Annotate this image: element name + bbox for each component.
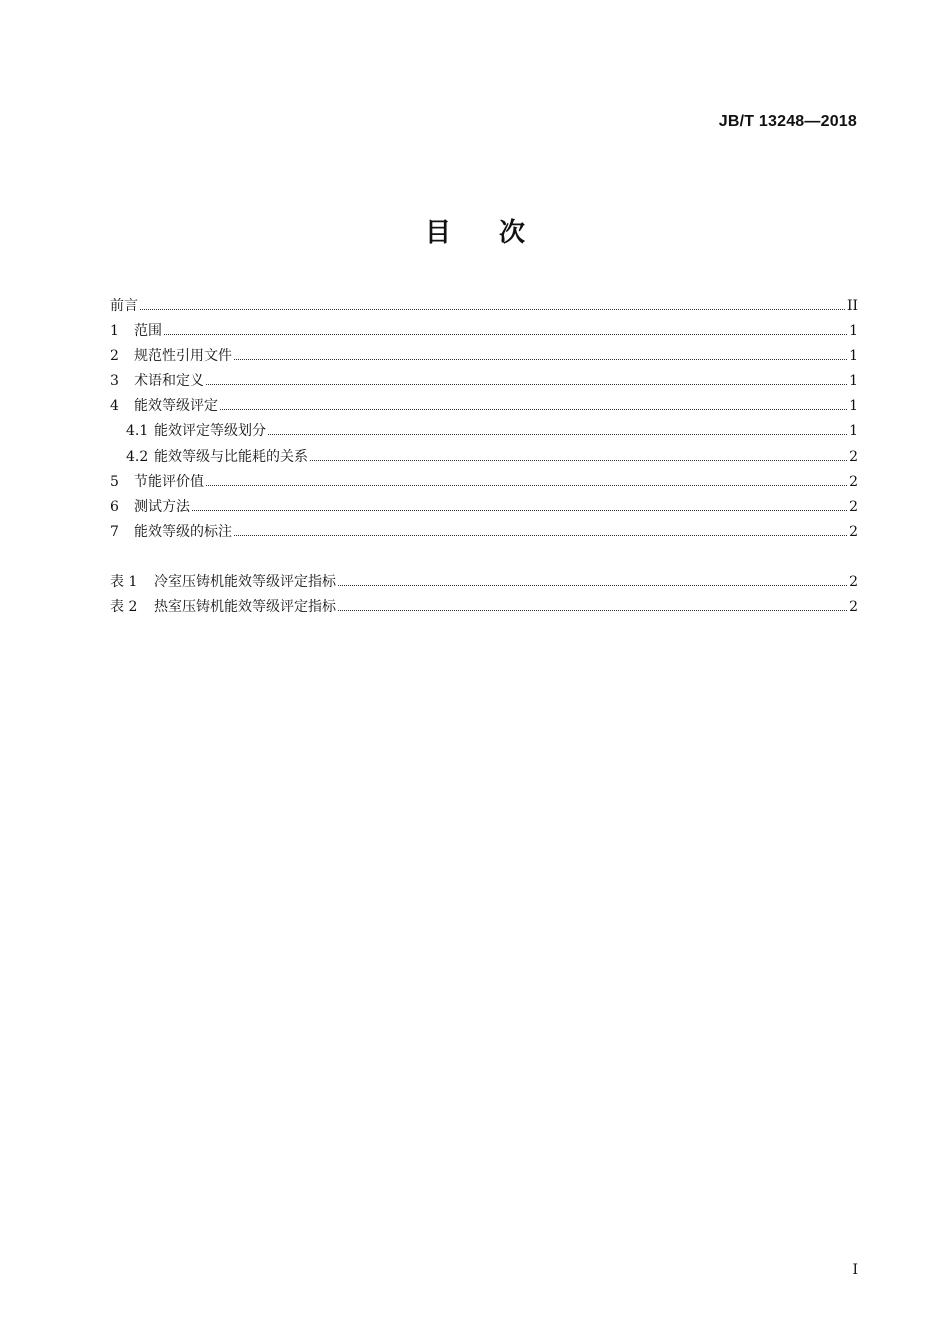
toc-entry-number: 5 — [110, 473, 119, 490]
toc-entry-page: 1 — [849, 373, 858, 390]
dot-leader — [220, 398, 847, 410]
dot-leader — [140, 298, 845, 310]
toc-entry-6[interactable] — [110, 495, 858, 520]
dot-leader — [338, 599, 847, 611]
toc-entry-page: 1 — [849, 323, 858, 340]
toc-entry-page: 1 — [849, 398, 858, 415]
toc-entry-label: 测试方法 — [134, 498, 190, 515]
toc-entry-4[interactable] — [110, 394, 858, 419]
toc-entry-number: 4 — [110, 398, 119, 415]
toc-entry-7[interactable] — [110, 520, 858, 545]
toc-entry-label: 能效等级评定 — [134, 398, 218, 415]
table-of-contents — [110, 294, 858, 620]
toc-entry-4-2[interactable] — [110, 445, 858, 470]
toc-entry-page: 2 — [849, 498, 858, 515]
toc-entry-label: 范围 — [134, 323, 162, 340]
toc-entry-label: 规范性引用文件 — [134, 348, 232, 365]
dot-leader — [206, 373, 847, 385]
toc-entry-page: 1 — [849, 348, 858, 365]
toc-entry-label: 能效等级与比能耗的关系 — [154, 448, 308, 465]
toc-entry-number: 4.1 — [126, 423, 149, 440]
toc-table-page: 2 — [849, 599, 858, 616]
dot-leader — [206, 474, 847, 486]
toc-entry-5[interactable] — [110, 470, 858, 495]
toc-entry-number: 4.2 — [126, 448, 149, 465]
dot-leader — [338, 574, 847, 586]
toc-entry-label: 术语和定义 — [134, 373, 204, 390]
toc-table-label: 冷室压铸机能效等级评定指标 — [154, 573, 336, 590]
toc-entry-label: 前言 — [110, 298, 138, 314]
toc-entry-label: 能效等级的标注 — [134, 523, 232, 540]
toc-section-gap — [110, 545, 858, 570]
toc-table-page: 2 — [849, 573, 858, 590]
toc-entry-label: 能效评定等级划分 — [154, 423, 266, 440]
toc-entry-4-1[interactable] — [110, 419, 858, 444]
page-number: I — [852, 1262, 858, 1278]
toc-entry-1[interactable] — [110, 319, 858, 344]
toc-entry-2[interactable] — [110, 344, 858, 369]
standard-code: JB/T 13248—2018 — [718, 113, 857, 130]
dot-leader — [164, 323, 847, 335]
dot-leader — [234, 348, 847, 360]
page-title: 目次 — [424, 218, 573, 248]
toc-table-number: 表 2 — [110, 599, 138, 616]
toc-table-label: 热室压铸机能效等级评定指标 — [154, 599, 336, 616]
toc-entry-3[interactable] — [110, 369, 858, 394]
toc-entry-number: 3 — [110, 373, 119, 390]
toc-table-2[interactable] — [110, 595, 858, 620]
toc-entry-label: 节能评价值 — [134, 473, 204, 490]
toc-entry-page: II — [846, 298, 858, 314]
toc-entry-foreword[interactable] — [110, 294, 858, 319]
toc-entry-page: 1 — [849, 423, 858, 440]
toc-table-1[interactable] — [110, 570, 858, 595]
toc-entry-number: 1 — [110, 323, 119, 340]
dot-leader — [268, 423, 847, 435]
toc-entry-number: 2 — [110, 348, 119, 365]
toc-table-number: 表 1 — [110, 573, 138, 590]
toc-entry-page: 2 — [849, 448, 858, 465]
toc-entry-number: 7 — [110, 523, 119, 540]
dot-leader — [192, 499, 847, 511]
dot-leader — [234, 524, 847, 536]
toc-entry-page: 2 — [849, 473, 858, 490]
toc-entry-number: 6 — [110, 498, 119, 515]
dot-leader — [310, 449, 847, 461]
toc-entry-page: 2 — [849, 523, 858, 540]
